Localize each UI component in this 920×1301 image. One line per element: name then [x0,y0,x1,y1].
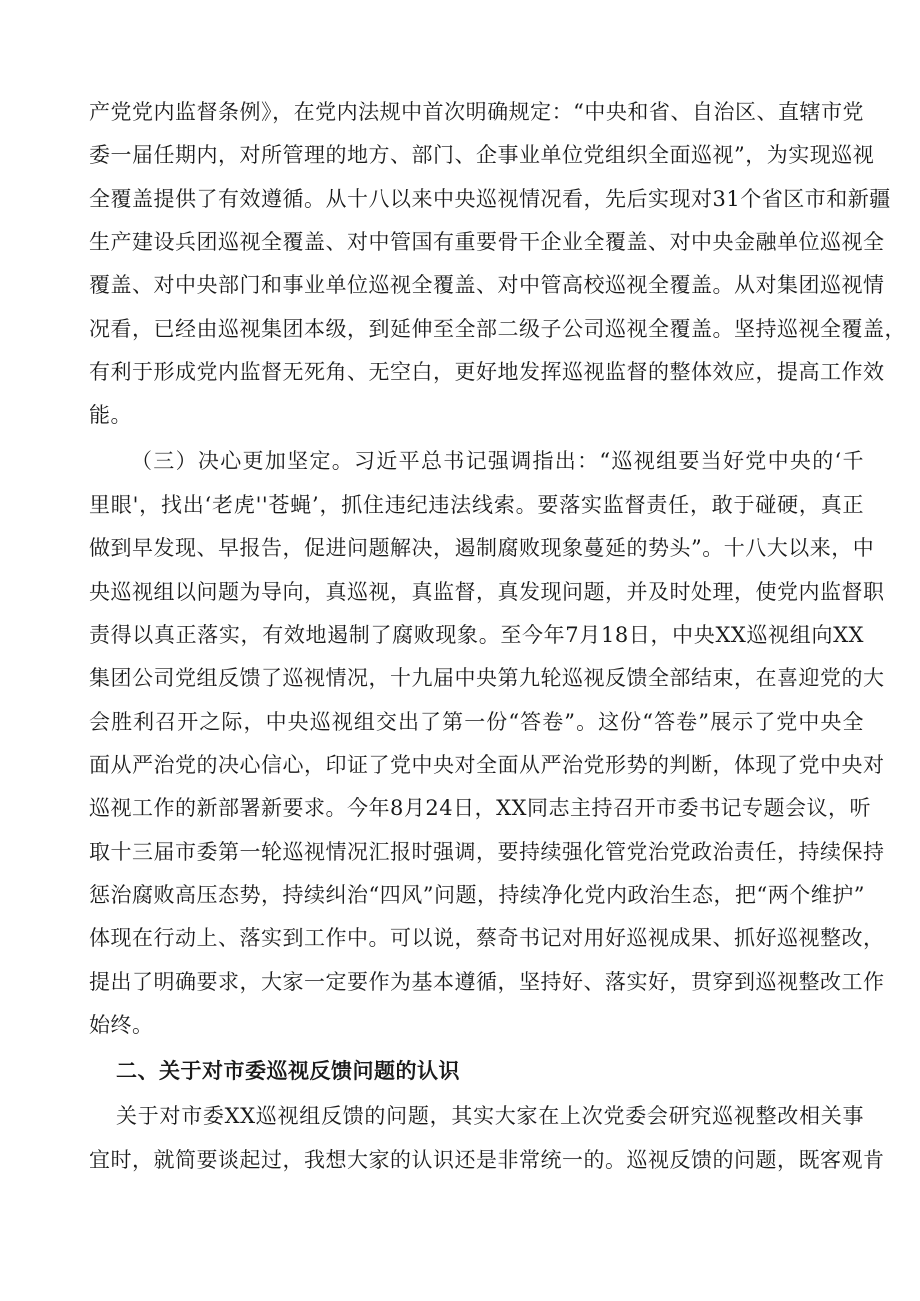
text-line: 体现在行动上、落实到工作中。可以说，蔡奇书记对用好巡视成果、抓好巡视整改， [89,926,885,950]
text-line: 里眼'，找出‘老虎''苍蝇’，抓住违纪违法线索。要落实监督责任，敢于碰硬，真正 [89,493,864,517]
text-line: 央巡视组以问题为导向，真巡视，真监督，真发现问题，并及时处理，使党内监督职 [89,580,885,604]
paragraph-first-line: 关于对市委XX巡视组反馈的问题，其实大家在上次党委会研究巡视整改相关事 [116,1104,864,1128]
text-line: 做到早发现、早报告，促进问题解决，遏制腐败现象蔓延的势头”。十八大以来，中 [89,536,875,560]
text-line: 况看，已经由巡视集团本级，到延伸至全部二级子公司巡视全覆盖。坚持巡视全覆盖， [89,317,906,341]
text-line: 有利于形成党内监督无死角、无空白，更好地发挥巡视监督的整体效应，提高工作效 [89,360,885,384]
text-line: 全覆盖提供了有效遵循。从十八以来中央巡视情况看，先后实现对31个省区市和新疆 [89,187,891,211]
text-line: 生产建设兵团巡视全覆盖、对中管国有重要骨干企业全覆盖、对中央金融单位巡视全 [89,230,885,254]
text-line: 委一届任期内，对所管理的地方、部门、企事业单位党组织全面巡视”，为实现巡视 [89,143,875,167]
text-line: 会胜利召开之际，中央巡视组交出了第一份“答卷”。这份“答卷”展示了党中央全 [89,710,864,734]
section-three-first-line: （三）决心更加坚定。习近平总书记强调指出：“巡视组要当好党中央的‘千 [131,449,864,473]
text-line: 始终。 [89,1013,154,1037]
text-line: 责得以真正落实，有效地遏制了腐败现象。至今年7月18日，中央XX巡视组向XX [89,623,864,647]
text-line: 面从严治党的决心信心，印证了党中央对全面从严治党形势的判断，体现了党中央对 [89,753,885,777]
text-line: 巡视工作的新部署新要求。今年8月24日，XX同志主持召开市委书记专题会议，听 [89,796,871,820]
text-line: 提出了明确要求，大家一定要作为基本遵循，坚持好、落实好，贯穿到巡视整改工作 [89,970,885,994]
text-line: 取十三届市委第一轮巡视情况汇报时强调，要持续强化管党治党政治责任，持续保持 [89,840,885,864]
section-heading: 二、关于对市委巡视反馈问题的认识 [116,1059,460,1083]
text-line: 惩治腐败高压态势，持续纠治“四风”问题，持续净化党内政治生态，把“两个维护” [89,883,865,907]
text-line: 产党党内监督条例》，在党内法规中首次明确规定：“中央和省、自治区、直辖市党 [89,100,864,124]
text-line: 宜时，就简要谈起过，我想大家的认识还是非常统一的。巡视反馈的问题，既客观肯 [89,1148,885,1172]
text-line: 能。 [89,403,132,427]
text-line: 覆盖、对中央部门和事业单位巡视全覆盖、对中管高校巡视全覆盖。从对集团巡视情 [89,273,885,297]
text-line: 集团公司党组反馈了巡视情况，十九届中央第九轮巡视反馈全部结束，在喜迎党的大 [89,666,885,690]
